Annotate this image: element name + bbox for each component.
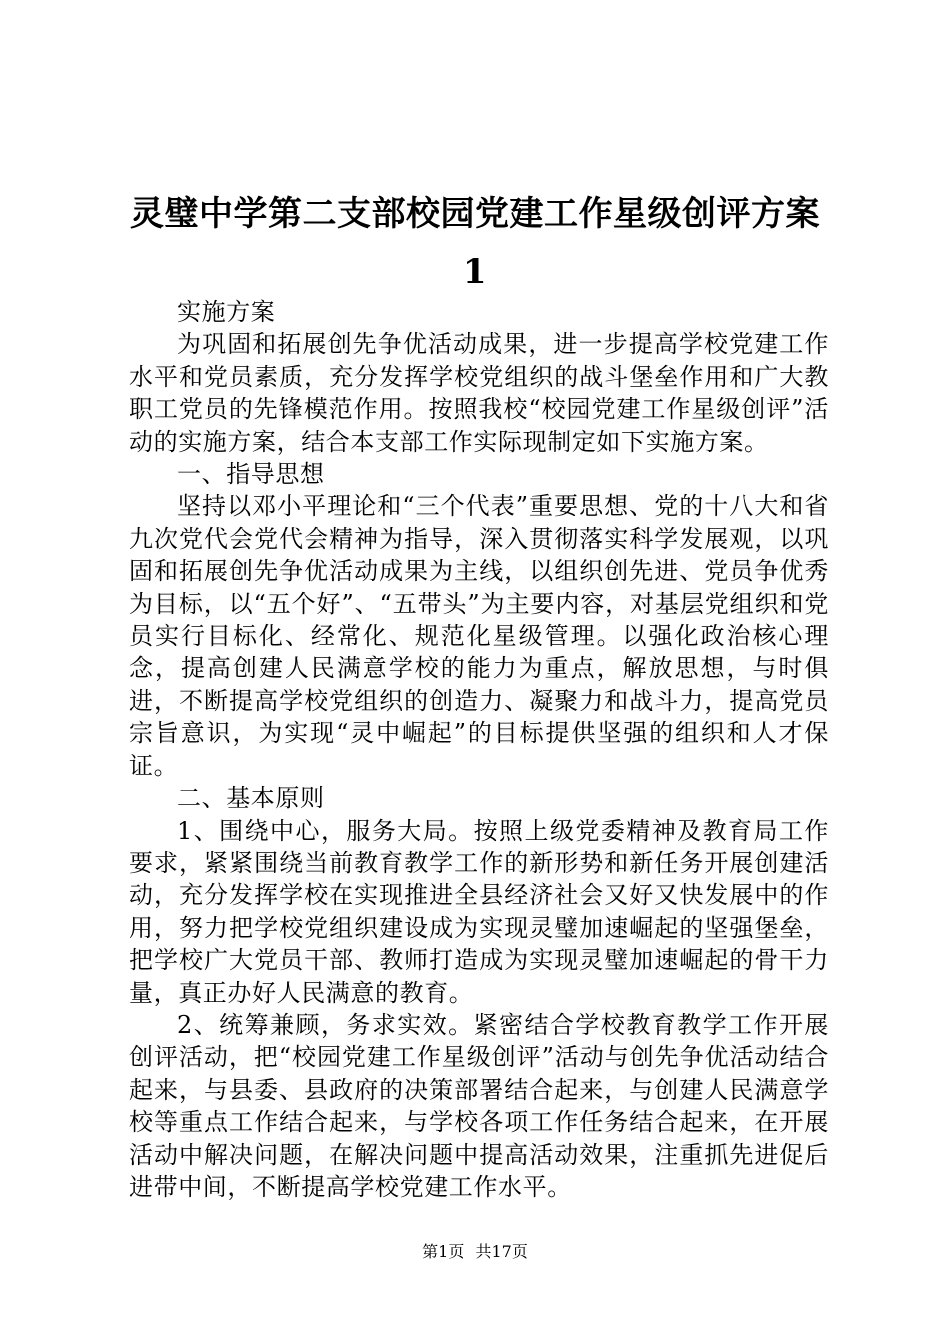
page-footer [0,1242,950,1262]
document-body [129,296,829,1203]
page-total: 共17页 [475,1242,528,1261]
document-title-line1: 灵璧中学第二支部校园党建工作星级创评方案 [130,194,820,234]
document-title [100,185,850,301]
document-title-line2: 1 [462,252,488,292]
section-heading-implementation: 实施方案 [177,298,276,326]
section-heading-basic-principles: 二、基本原则 [177,784,325,813]
paragraph-guiding-ideology: 坚持以邓小平理论和“三个代表”重要思想、党的十八大和省九次党代会党代会精神为指导，深入贯彻落实科学发展观，以巩固和拓展创先争优活动成果为主线，以组织创先进、党员争优秀为目标，以“五个好”、“五带头”为主要内容，对基层党组织和党员实行目标化、经常化、规范化星级管理。以强化政治核心理念，提高创建人民满意学校的能力为重点，解放思想，与时俱进，不断提高学校党组织的创造力、凝聚力和战斗力，提高党员宗旨意识，为实现“灵中崛起”的目标提供坚强的组织和人才保证。 [129,492,829,780]
page-number: 第1页 [422,1242,465,1261]
paragraph-principle-1: 1、围绕中心，服务大局。按照上级党委精神及教育局工作要求，紧紧围绕当前教育教学工作的新形势和新任务开展创建活动，充分发挥学校在实现推进全县经济社会又好又快发展中的作用，努力把学校党组织建设成为实现灵璧加速崛起的坚强堡垒，把学校广大党员干部、教师打造成为实现灵璧加速崛起的骨干力量，真正办好人民满意的教育。 [129,816,829,1007]
section-heading-guiding-ideology: 一、指导思想 [177,460,325,489]
paragraph-principle-2: 2、统筹兼顾，务求实效。紧密结合学校教育教学工作开展创评活动，把“校园党建工作星级创评”活动与创先争优活动结合起来，与县委、县政府的决策部署结合起来，与创建人民满意学校等重点工作结合起来，与学校各项工作任务结合起来，在开展活动中解决问题，在解决问题中提高活动效果，注重抓先进促后进带中间，不断提高学校党建工作水平。 [129,1010,829,1201]
paragraph-intro: 为巩固和拓展创先争优活动成果，进一步提高学校党建工作水平和党员素质，充分发挥学校党组织的战斗堡垒作用和广大教职工党员的先锋模范作用。按照我校“校园党建工作星级创评”活动的实施方案，结合本支部工作实际现制定如下实施方案。 [129,330,829,456]
